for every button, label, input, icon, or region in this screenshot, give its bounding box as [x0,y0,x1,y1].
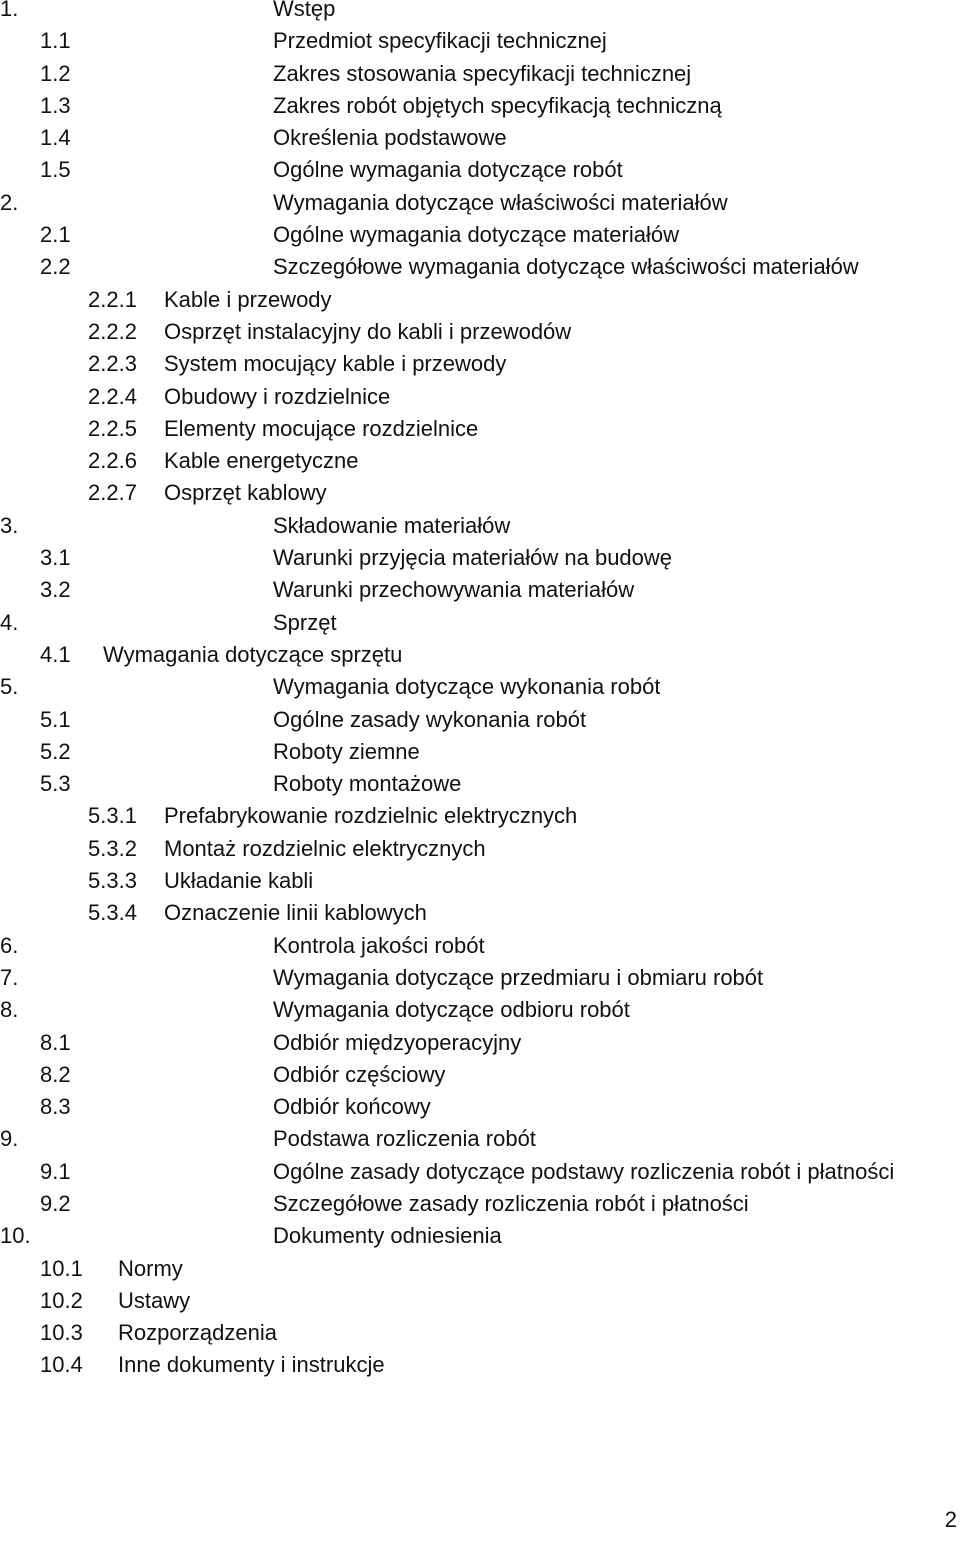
toc-entry-title: Szczegółowe wymagania dotyczące właściwości materiałów [273,255,859,280]
toc-entry-number: 2.2.4 [88,383,137,409]
toc-entry-number: 5.1 [40,706,71,732]
toc-entry [0,448,960,484]
toc-entry-title: Wymagania dotyczące właściwości materiałów [273,190,728,215]
toc-entry-number: 2.2.7 [88,480,137,506]
toc-entry [0,254,960,290]
toc-entry [0,1158,960,1195]
toc-entry-title: Rozporządzenia [118,1321,277,1346]
toc-entry [0,415,960,452]
toc-entry-title: Osprzęt kablowy [164,481,327,506]
toc-entry [0,771,960,807]
toc-entry [0,318,960,355]
toc-entry-title: Ogólne wymagania dotyczące materiałów [273,223,679,248]
toc-entry-number: 2.2.1 [88,286,137,312]
toc-entry-number: 2. [0,189,19,215]
toc-entry-number: 2.2 [40,254,71,280]
toc-entry-number: 1. [0,0,19,21]
toc-entry [0,932,960,969]
toc-entry-title: Inne dokumenty i instrukcje [118,1353,385,1378]
toc-entry-title: Odbiór końcowy [273,1095,431,1120]
page-number: 2 [944,1507,957,1532]
toc-entry-number: 1.3 [40,92,71,118]
toc-entry-title: Określenia podstawowe [273,126,507,151]
toc-entry-title: Kable energetyczne [164,449,359,474]
toc-entry-title: Roboty ziemne [273,739,420,764]
toc-entry-number: 2.2.6 [88,448,137,474]
toc-entry [0,60,960,97]
toc-entry-title: Warunki przechowywania materiałów [273,578,635,603]
toc-entry [0,964,960,1001]
toc-entry-number: 8.2 [40,1061,71,1087]
toc-entry-number: 9. [0,1126,19,1152]
toc-entry-number: 3.1 [40,545,71,571]
toc-entry-title: Kontrola jakości robót [273,933,485,958]
toc-entry [0,157,960,193]
toc-entry-number: 6. [0,932,19,958]
toc-entry-number: 5. [0,674,19,700]
toc-entry-title: Dokumenty odniesienia [273,1224,502,1249]
toc-entry [0,1287,960,1324]
toc-entry [0,1029,960,1066]
toc-entry-title: Montaż rozdzielnic elektrycznych [164,836,486,861]
toc-entry-title: Wstęp [273,0,336,21]
toc-entry-number: 9.2 [40,1190,71,1216]
toc-entry [0,577,960,613]
toc-entry-title: Roboty montażowe [273,772,462,797]
toc-entry [0,545,960,581]
toc-entry-number: 5.3.3 [88,868,137,894]
toc-entry [0,1320,960,1356]
toc-entry [0,1255,960,1292]
toc-entry-title: Ogólne zasady wykonania robót [273,707,587,732]
toc-entry-title: Szczegółowe zasady rozliczenia robót i płatności [273,1191,749,1216]
toc-entry-title: System mocujący kable i przewody [164,352,507,377]
toc-entry-title: Odbiór międzyoperacyjny [273,1030,522,1055]
toc-entry-number: 4.1 [40,641,71,667]
toc-entry-title: Odbiór częściowy [273,1062,446,1087]
toc-entry-number: 2.2.3 [88,351,137,377]
toc-entry-number: 10.4 [40,1352,83,1378]
toc-entry-number: 4. [0,609,19,635]
toc-entry [0,480,960,516]
toc-entry [0,1061,960,1098]
toc-entry-title: Sprzęt [273,610,337,635]
toc-entry-number: 7. [0,964,19,990]
toc-entry-number: 3.2 [40,577,71,603]
toc-entry [0,868,960,904]
toc-entry-number: 10. [0,1223,31,1249]
toc-entry [0,835,960,872]
toc-entry [0,1190,960,1227]
toc-entry-number: 3. [0,512,19,538]
toc-entry-title: Ustawy [118,1288,191,1313]
toc-entry [0,189,960,226]
toc-entry-number: 5.2 [40,738,71,764]
toc-entry-title: Zakres robót objętych specyfikacją techniczną [273,93,722,118]
toc-entry [0,222,960,258]
toc-entry-title: Układanie kabli [164,869,314,894]
toc-entry-title: Kable i przewody [164,287,332,312]
toc-entry [0,706,960,743]
toc-entry [0,609,960,646]
toc-entry-number: 1.2 [40,60,71,86]
toc-entry [0,674,960,710]
toc-entry-title: Składowanie materiałów [273,513,511,538]
toc-entry [0,803,960,839]
toc-entry-number: 1.5 [40,157,71,183]
toc-entry-number: 1.1 [40,28,71,54]
toc-entry-title: Prefabrykowanie rozdzielnic elektrycznych [164,804,578,829]
toc-entry-number: 8. [0,997,19,1023]
toc-entry [0,997,960,1033]
toc-entry [0,641,960,678]
toc-entry-number: 2.1 [40,222,71,248]
toc-entry [0,92,960,129]
toc-entry-number: 5.3.4 [88,900,137,926]
toc-entry [0,1223,960,1259]
toc-entry-title: Wymagania dotyczące przedmiaru i obmiaru robót [273,965,764,990]
toc-entry [0,28,960,64]
toc-entry [0,0,960,32]
toc-entry [0,900,960,936]
toc-entry-title: Podstawa rozliczenia robót [273,1127,536,1152]
toc-entry [0,351,960,387]
toc-entry-title: Oznaczenie linii kablowych [164,901,427,926]
toc-entry-title: Wymagania dotyczące sprzętu [103,642,403,667]
toc-entry-number: 10.1 [40,1255,83,1281]
toc-entry [0,383,960,420]
toc-entry-number: 8.1 [40,1029,71,1055]
toc-entry-title: Warunki przyjęcia materiałów na budowę [273,546,673,571]
toc-entry-number: 1.4 [40,125,71,151]
toc-entry-number: 5.3.1 [88,803,137,829]
toc-entry-title: Wymagania dotyczące wykonania robót [273,675,661,700]
toc-entry-title: Zakres stosowania specyfikacji technicznej [273,61,692,86]
toc-entry-number: 10.3 [40,1320,83,1346]
toc-entry [0,1352,960,1388]
toc-entry-number: 9.1 [40,1158,71,1184]
toc-entry-number: 8.3 [40,1094,71,1120]
toc-entry [0,738,960,775]
toc-entry-title: Wymagania dotyczące odbioru robót [273,998,630,1023]
toc-entry-title: Elementy mocujące rozdzielnice [164,416,479,441]
toc-entry-title: Przedmiot specyfikacji technicznej [273,29,607,54]
toc-entry-number: 10.2 [40,1287,83,1313]
toc-entry-number: 5.3.2 [88,835,137,861]
toc-entry-number: 2.2.2 [88,318,137,344]
toc-entry-title: Obudowy i rozdzielnice [164,384,391,409]
toc-entry-number: 2.2.5 [88,415,137,441]
toc-entry [0,1094,960,1130]
toc-entry [0,512,960,549]
toc-entry-number: 5.3 [40,771,71,797]
toc-entry-title: Normy [118,1256,183,1281]
toc-entry [0,125,960,161]
toc-entry-title: Osprzęt instalacyjny do kabli i przewodów [164,319,572,344]
toc-entry [0,1126,960,1162]
toc-entry-title: Ogólne wymagania dotyczące robót [273,158,623,183]
toc-entry-title: Ogólne zasady dotyczące podstawy rozliczenia robót i płatności [273,1159,895,1184]
toc-entry [0,286,960,323]
